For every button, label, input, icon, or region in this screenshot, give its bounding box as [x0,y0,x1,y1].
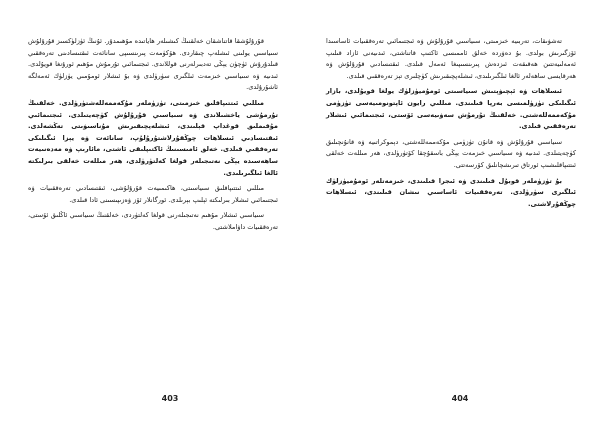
left-paragraph-2: مىللىي ئىتتىپاقلىق خىزمىتى، تۈزۈملەر مۇكەممەللەشتۈرۈلدى. خەلقنىڭ تۇرمۇشى ياخشىلاندى ۋە سىياسىي قۇرۇلۇش كۈچەيتىلدى. ئىجتىمائىي مۇقىملىق قوغداپ قېلىندى، ئىشلەپچىقىرىش مۇناسىۋىتى تەڭشەلدى. ئىقتىسادىي ئىسلاھات چوڭقۇرلاشتۇرۇلۇپ، سانائەت ۋە يېزا ئىگىلىكى تەرەققىي قىلدى. خەلق ئامىسىنىڭ ئاكتىپلىقى ئاشتى، مائارىپ ۋە مەدەنىيەت ساھەسىدە يېڭى نەتىجىلەر قولغا كەلتۈرۈلدى، ھەر مىللەت خەلقى بىرلىكتە ئالغا ئىلگىرىلىدى. [28,98,278,177]
left-paragraph-4: سىياسىي ئىشلار مۇھىم نەتىجىلەرنى قولغا كەلتۈردى، خەلقنىڭ سىياسىي ئاڭلىق ئۆستى، تەرەققىيات داۋاملاشتى. [28,211,278,231]
left-paragraph-3: مىللىي ئىتتىپاقلىق سىياسىتى، ھاكىمىيەت قۇرۇلۇشى، ئىقتىسادىي تەرەققىيات ۋە ئىجتىمائىي ئىشلار بىرلىكتە ئېلىپ بېرىلدى. ئورگانلار ئۆز ۋەزىپىسىنى ئادا قىلدى. [28,184,278,204]
left-paragraph-1: قۇرۇلۇشقا قاتناشقان خەلقنىڭ كىشىلەر ھاياتىدە مۇھىمدۇر. ئۇنىڭ ئۈزلۈكسىز قۇرۇلۇش سىياسىي يولىنى ئىشلەپ چىقاردى. ھۆكۈمەت پىرىنسىپى سانائەت ئىقتىسادىنى تەرەققىي قىلدۇرۇش ئۈچۈن يېڭى تەدبىرلەرنى قوللاندى. ئىجتىمائىي تۇرمۇش مۇھىم ئورۇنغا قويۇلدى. ئىدىيە ۋە سىياسىي خىزمەت ئىلگىرى سۈرۈلدى ۋە بۇ ئىشلار ئومۇمىي يۈزلۈك ئەمەلگە ئاشۇرۇلدى. [28,37,278,92]
right-paragraph-2: ئىسلاھات ۋە ئېچىۋېتىش سىياسىتى ئومۇميۈزلۈك يولغا قويۇلدى، بازار ئىگىلىكى تۈزۈلمىسى بەرپا قىلىندى. مىللىي رايون ئاپتونومىيەسى تۈزۈمى مۇكەممەللەشتى. خەلقنىڭ تۇرمۇش سەۋىيەسى ئۆستى، ئىجتىمائىي ئىشلار تەرەققىي قىلدى. [326,87,576,131]
right-paragraph-3: سىياسىي قۇرۇلۇش ۋە قانۇن تۈزۈمى مۇكەممەللەشتى، دېموكراتىيە ۋە قانۇنچىلىق كۈچەيتىلدى. ئىدىيە ۋە سىياسىي خىزمەت يېڭى باسقۇچقا كۆتۈرۈلدى، ھەر مىللەت خەلقى ئىتتىپاقلىشىپ ئورتاق تىرىشچانلىق كۆرسەتتى. [326,137,576,169]
right-page-text [326,36,576,388]
left-page-number: 403 [161,394,179,403]
right-paragraph-4: بۇ تۈزۈملەر قوبۇل قىلىندى ۋە ئىجرا قىلىندى، خىزمەتلەر ئومۇميۈزلۈك ئىلگىرى سۈرۈلدى. تەرەققىيات ئاساسىي نىشان قىلىندى، ئىسلاھات چوڭقۇرلاشتى. [326,176,576,208]
left-page-text [28,36,278,388]
right-page-number: 404 [451,394,469,403]
right-paragraph-1: تەشۋىقات، تەربىيە خىزمىتى، سىياسىي قۇرۇلۇش ۋە ئىجتىمائىي تەرەققىيات ئاساسىدا ئۆزگىرىش بولدى. بۇ دەۋردە خەلق ئاممىسى ئاكتىپ قاتناشتى، ئىدىيەنى ئازاد قىلىپ ئەمەلىيەتتىن ھەقىقەت ئىزدەش پىرىنسىپىغا ئەمەل قىلدى. ئىقتىسادىي قۇرۇلۇش ۋە ھەرقايسى ساھەلەر ئالغا ئىلگىرىلىدى، ئىشلەپچىقىرىش كۈچلىرى تېز تەرەققىي قىلدى. [326,37,576,80]
